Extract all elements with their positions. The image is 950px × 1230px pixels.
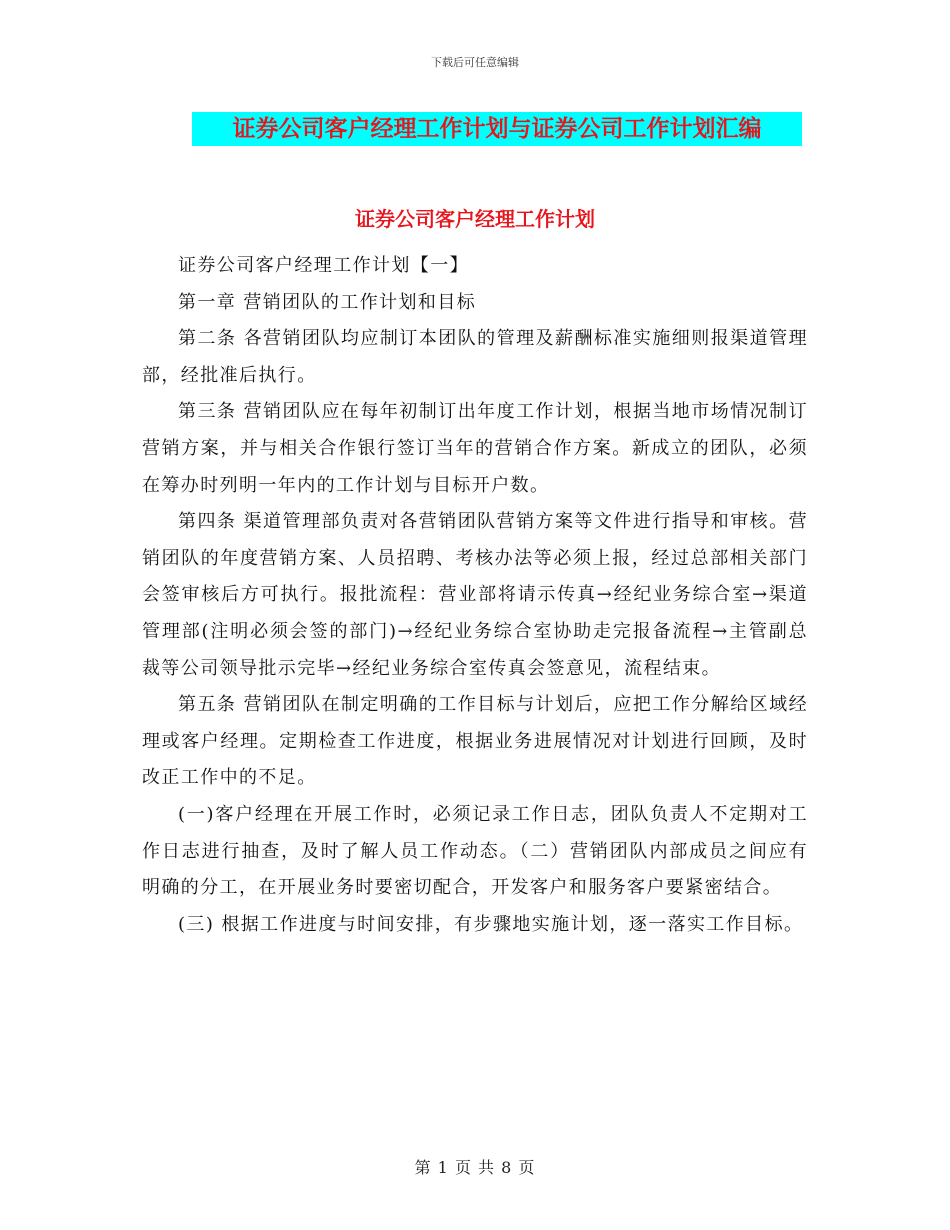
- paragraph-article-2: 第二条 各营销团队均应制订本团队的管理及薪酬标准实施细则报渠道管理部，经批准后执行。: [142, 328, 808, 386]
- paragraph-article-5: 第五条 营销团队在制定明确的工作目标与计划后，应把工作分解给区域经理或客户经理。定期检查工作进度，根据业务进展情况对计划进行回顾，及时改正工作中的不足。: [142, 694, 808, 789]
- header-note: 下载后可任意编辑: [431, 56, 519, 69]
- paragraph-subtitle: 证券公司客户经理工作计划【一】: [178, 255, 469, 276]
- paragraph-article-3: 第三条 营销团队应在每年初制订出年度工作计划，根据当地市场情况制订营销方案，并与相关合作银行签订当年的营销合作方案。新成立的团队，必须在筹办时列明一年内的工作计划与目标开户数。: [142, 401, 808, 496]
- page-number-footer: 第 1 页 共 8 页: [414, 1158, 536, 1177]
- paragraph-chapter-heading: 第一章 营销团队的工作计划和目标: [178, 291, 477, 313]
- paragraph-item-3: (三) 根据工作进度与时间安排，有步骤地实施计划，逐一落实工作目标。: [178, 913, 804, 935]
- document-title: 证券公司客户经理工作计划与证券公司工作计划汇编: [192, 112, 802, 146]
- section-title: 证券公司客户经理工作计划: [355, 207, 595, 231]
- paragraph-item-1-2: (一)客户经理在开展工作时，必须记录工作日志，团队负责人不定期对工作日志进行抽查，及时了解人员工作动态。（二）营销团队内部成员之间应有明确的分工，在开展业务时要密切配合，开发客户和服务客户要紧密结合。: [142, 803, 808, 899]
- paragraph-article-4: 第四条 渠道管理部负责对各营销团队营销方案等文件进行指导和审核。营销团队的年度营销方案、人员招聘、考核办法等必须上报，经过总部相关部门会签审核后方可执行。报批流程：营业部将请示传真→经纪业务综合室→渠道管理部(注明必须会签的部门)→经纪业务综合室协助走完报备流程→主管副总裁等公司领导批示完毕→经纪业务综合室传真会签意见，流程结束。: [142, 511, 808, 679]
- document-body: [142, 248, 808, 943]
